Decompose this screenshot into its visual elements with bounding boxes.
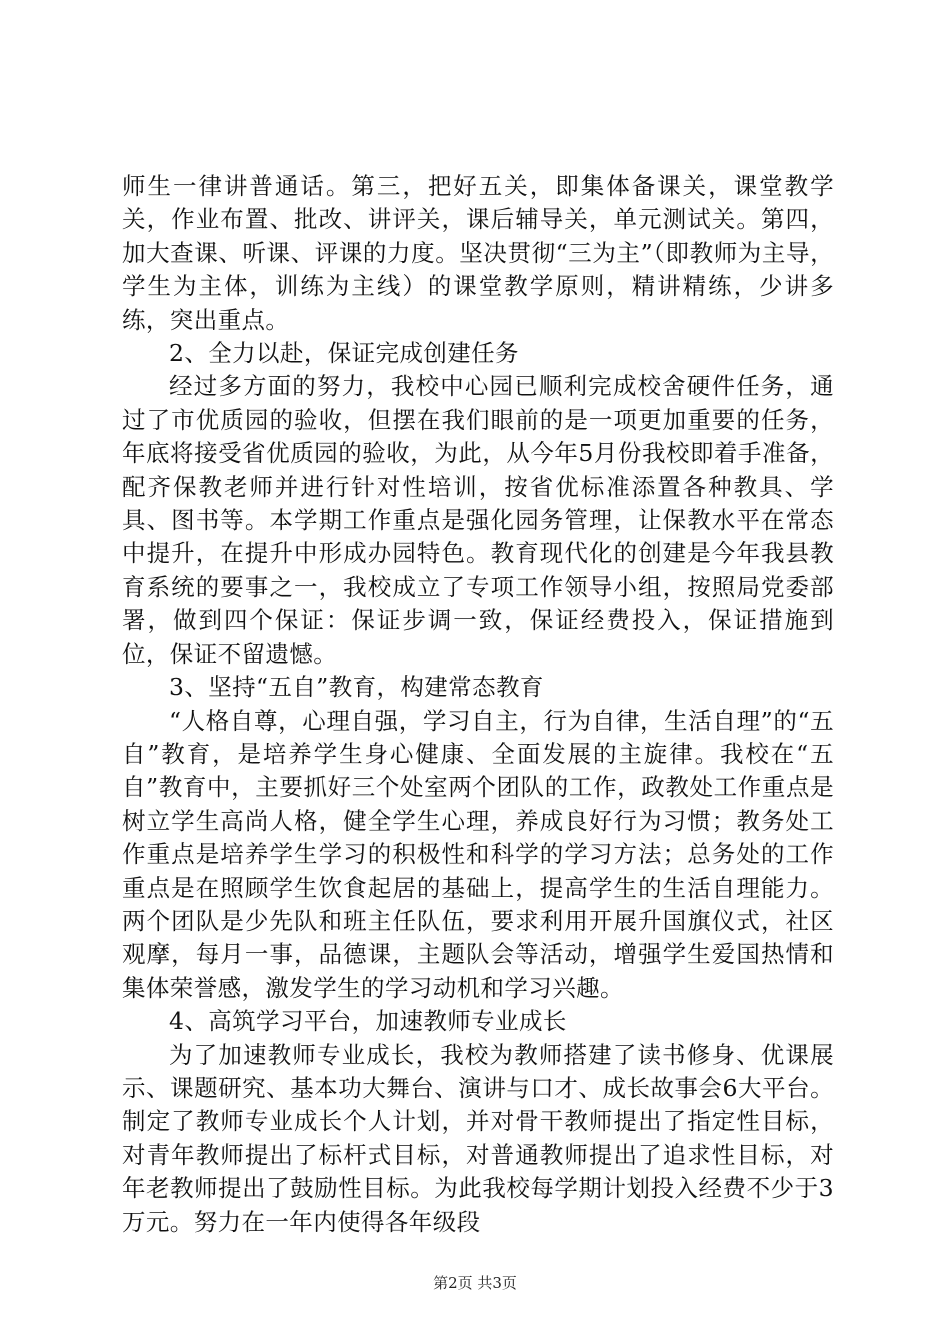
- document-body: [122, 170, 834, 1239]
- section-heading-4: 4、高筑学习平台，加速教师专业成长: [169, 1007, 567, 1036]
- paragraph-section-4: 为了加速教师专业成长，我校为教师搭建了读书修身、优课展示、课题研究、基本功大舞台、演讲与口才、成长故事会6大平台。制定了教师专业成长个人计划，并对骨干教师提出了指定性目标，对青年教师提出了标杆式目标，对普通教师提出了追求性目标，对年老教师提出了鼓励性目标。为此我校每学期计划投入经费不少于3万元。努力在一年内使得各年级段: [122, 1040, 834, 1236]
- paragraph-continuation: 师生一律讲普通话。第三，把好五关，即集体备课关，课堂教学关，作业布置、批改、讲评关，课后辅导关，单元测试关。第四，加大查课、听课、评课的力度。坚决贯彻“三为主”（即教师为主导，学生为主体，训练为主线）的课堂教学原则，精讲精练，少讲多练，突出重点。: [122, 172, 834, 334]
- section-heading-3: 3、坚持“五自”教育，构建常态教育: [169, 673, 544, 702]
- page-footer: 第2页 共3页: [433, 1274, 517, 1292]
- paragraph-section-2: 经过多方面的努力，我校中心园已顺利完成校舍硬件任务，通过了市优质园的验收，但摆在我们眼前的是一项更加重要的任务，年底将接受省优质园的验收，为此，从今年5月份我校即着手准备，配齐保教老师并进行针对性培训，按省优标准添置各种教具、学具、图书等。本学期工作重点是强化园务管理，让保教水平在常态中提升，在提升中形成办园特色。教育现代化的创建是今年我县教育系统的要事之一，我校成立了专项工作领导小组，按照局党委部署，做到四个保证：保证步调一致，保证经费投入，保证措施到位，保证不留遗憾。: [122, 372, 834, 668]
- section-heading-2: 2、全力以赴，保证完成创建任务: [169, 339, 519, 368]
- paragraph-section-3: “人格自尊，心理自强，学习自主，行为自律，生活自理”的“五自”教育，是培养学生身心健康、全面发展的主旋律。我校在“五自”教育中，主要抓好三个处室两个团队的工作，政教处工作重点是树立学生高尚人格，健全学生心理，养成良好行为习惯；教务处工作重点是培养学生学习的积极性和科学的学习方法；总务处的工作重点是在照顾学生饮食起居的基础上，提高学生的生活自理能力。两个团队是少先队和班主任队伍，要求利用开展升国旗仪式，社区观摩，每月一事，品德课，主题队会等活动，增强学生爱国热情和集体荣誉感，激发学生的学习动机和学习兴趣。: [122, 706, 834, 1002]
